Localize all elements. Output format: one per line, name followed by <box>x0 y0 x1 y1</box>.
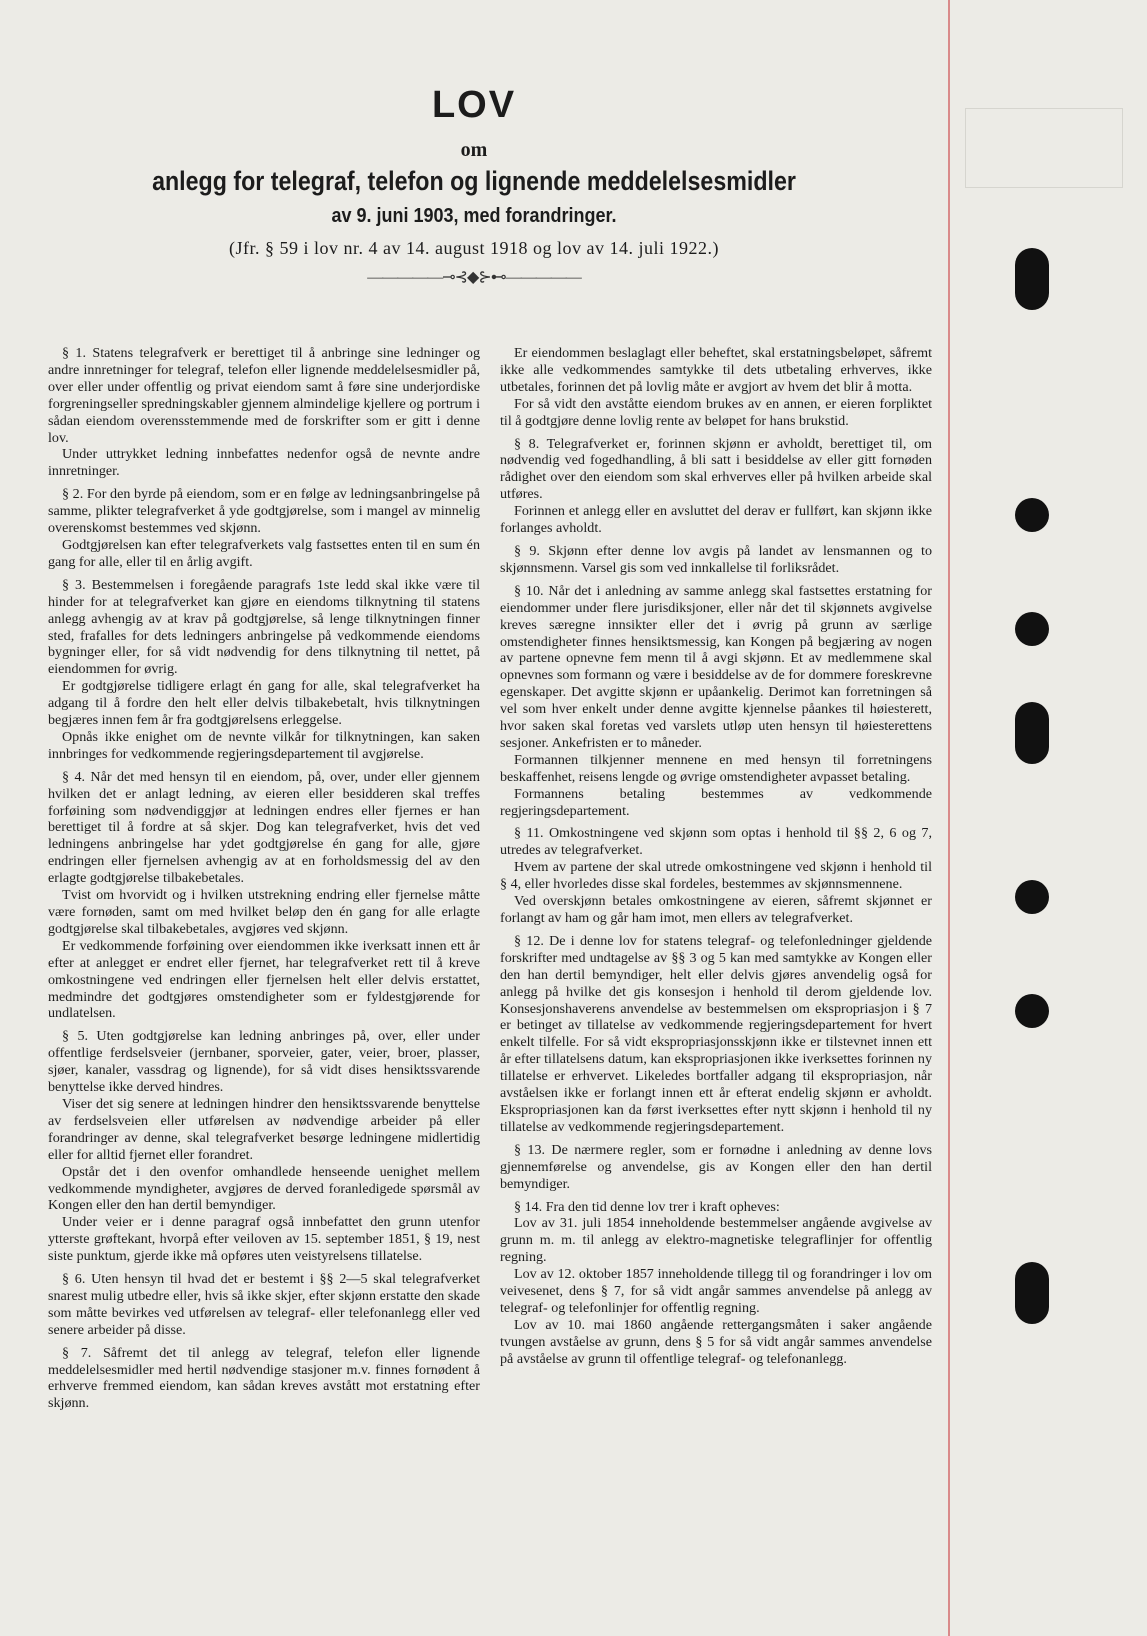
paragraph: § 6. Uten hensyn til hvad det er bestemt i §§ 2—5 skal telegrafverket snarest mulig utbedre eller, hvis så ikke skjer, efter skjønn erstatte den skade som måtte bevirkes ved utførelsen av telegraf- eller telefonanlegg eller ved senere arbeider på disse. <box>48 1271 480 1338</box>
paragraph: For så vidt den avståtte eiendom brukes av en annen, er eieren forpliktet til å godtgjøre denne lovlig rente av beløpet for hans brukstid. <box>500 395 932 429</box>
paragraph: Formannen tilkjenner mennene en med hensyn til forretningens beskaffenhet, reisens lengde og øvrige omstendigheter avpasset betaling. <box>500 751 932 785</box>
paragraph: Lov av 10. mai 1860 angående rettergangsmåten i saker angående tvungen avståelse av grunn, dens § 5 for så vidt angår sammes anvendelse på avståelse av grunn til offentlige telegraf- og telefonanlegg. <box>500 1316 932 1367</box>
paragraph: Viser det sig senere at ledningen hindrer den hensiktssvarende benyttelse av ferdselsveien eller utførelsen av nødvendige arbeider på eller forandringer av denne, skal telegrafverket besørge ledningene midlertidig eller for alltid fjernet eller forandret. <box>48 1095 480 1163</box>
punch-hole <box>1015 702 1049 764</box>
paragraph: § 13. De nærmere regler, som er fornødne i anledning av denne lovs gjennemførelse og anvendelse, gis av Kongen eller den han dertil bemyndiger. <box>500 1141 932 1192</box>
paragraph: § 9. Skjønn efter denne lov avgis på landet av lensmannen og to skjønnsmenn. Varsel gis som ved innkallelse til forliksrådet. <box>500 542 932 576</box>
paragraph: Under uttrykket ledning innbefattes nedenfor også de nevnte andre innretninger. <box>48 446 480 480</box>
paragraph: § 5. Uten godtgjørelse kan ledning anbringes på, over, eller under offentlige ferdselsveier (jernbaner, sporveier, gater, veier, broer, plasser, sjøer, kanaler, vassdrag og lignende), for så vidt dises hensiktssvarende benyttelse ikke derved hindres. <box>48 1028 480 1096</box>
law-om: om <box>460 139 488 161</box>
divider-ornament: —————⊸⊰◆⊱⊷————— <box>367 269 581 286</box>
paragraph: § 3. Bestemmelsen i foregående paragrafs 1ste ledd skal ikke være til hinder for at telegrafverket kan gjøre en eiendoms tilknytning til statens anlegg avhengig av at krav på godtgjørelse, så lenge tilknytningen finner sted, frafalles for dets ledningers anbringelse på vedkommende eiendoms bygninger eller, for så vidt nødvendig for dens tilknytning til nettet, på eiendommen for øvrig. <box>48 576 480 678</box>
paragraph: § 2. For den byrde på eiendom, som er en følge av ledningsanbringelse på samme, plikter telegrafverket å yde godtgjørelse, som i mangel av minnelig overenskomst bestemmes ved skjønn. <box>48 486 480 537</box>
paragraph: Opnås ikke enighet om de nevnte vilkår for tilknytningen, kan saken innbringes for vedkommende regjeringsdepartement til avgjørelse. <box>48 728 480 762</box>
paragraph: Lov av 12. oktober 1857 inneholdende tillegg til og forandringer i lov om veivesenet, dens § 7, for så vidt angår sammes anvendelse på anlegg av telegraf- og telefonlinjer for offentlig regning. <box>500 1266 932 1316</box>
paragraph: Ved overskjønn betales omkostningene av eieren, såfremt skjønnet er forlangt av ham og går ham imot, men ellers av telegrafverket. <box>500 893 932 926</box>
paragraph: Under veier er i denne paragraf også innbefattet den grunn utenfor ytterste grøftekant, hvorpå efter veiloven av 15. september 1851, § 19, nest siste punktum, gjerde ikke må opføres uten veistyrelsens tillatelse. <box>48 1214 480 1265</box>
paragraph: § 7. Såfremt det til anlegg av telegraf, telefon eller lignende meddelelsesmidler med hertil nødvendige stasjoner m.v. finnes fornødent å erhverve fremmed eiendom, kan sådan kreves avstått mot erstatning efter skjønn. <box>48 1344 480 1412</box>
law-title: LOV <box>431 84 517 126</box>
law-reference: (Jfr. § 59 i lov nr. 4 av 14. august 1918 og lov av 14. juli 1922.) <box>229 238 719 258</box>
paragraph: § 11. Omkostningene ved skjønn som optas i henhold til §§ 2, 6 og 7, utredes av telegrafverket. <box>500 825 932 859</box>
paragraph: Hvem av partene der skal utrede omkostningene ved skjønn i henhold til § 4, eller hvorledes disse skal fordeles, bestemmes av skjønnsmennene. <box>500 859 932 893</box>
document-header <box>0 84 948 287</box>
paragraph: Er vedkommende forføining over eiendommen ikke iverksatt innen ett år efter at anlegget er endret eller fjernet, har telegrafverket rett til å kreve omkostningene ved endringen eller fjernelsen helt eller delvis erstattet, medmindre det godtgjøres omstendigheter som er fyldestgjørende for undlatelsen. <box>48 937 480 1022</box>
paragraph: Tvist om hvorvidt og i hvilken utstrekning endring eller fjernelse måtte være fornøden, samt om med hvilket beløp den én gang for alle erlagte godtgjørelse skal tilbakebetales, avgjøres ved skjønn. <box>48 887 480 937</box>
punch-hole <box>1015 248 1049 310</box>
paragraph: § 1. Statens telegrafverk er berettiget til å anbringe sine ledninger og andre innretninger for telegraf, telefon eller lignende meddelelsesmidler på, over eller under offentlig og privat eiendom samt å føre sine underjordiske forgreningseller spredningskabler gjennem almindelige kjellere og portrum i sådan eiendom overensstemmende med de forskrifter som er gitt i denne lov. <box>48 345 480 446</box>
faded-stamp <box>965 108 1123 188</box>
paragraph: Er eiendommen beslaglagt eller beheftet, skal erstatningsbeløpet, såfremt ikke alle vedkommendes samtykke til dets utbetaling erhverves, ikke utbetales, forinnen det på lovlig måte er avgjort av hvem det blir å motta. <box>500 345 932 395</box>
paragraph: § 10. Når det i anledning av samme anlegg skal fastsettes erstatning for eiendommer under flere jurisdiksjoner, eller når det til skjønnets avgivelse kreves særegne innsikter eller det i øvrig på grunn av særlige omstendigheter finnes hensiktsmessig, kan Kongen på begjæring av nogen av partene opnevne fem menn til å avgi skjønn. Et av medlemmene skal opnevnes som formann og være i besiddelse av de for dommere foreskrevne egenskaper. Det avgitte skjønn er upåankelig. Derimot kan forretningen så vel som hver enkelt under denne avgitte kjennelse påankes til høiesterett, hvor saken skal foretas ved varslets utløp uten hensyn til høiesterettens sesjoner. Ankefristen er to måneder. <box>500 582 932 751</box>
paragraph: Opstår det i den ovenfor omhandlede henseende uenighet mellem vedkommende myndigheter, avgjøres de derved foranledigede spørsmål av Kongen eller den han dertil bemyndiger. <box>48 1163 480 1214</box>
punch-hole <box>1015 994 1049 1028</box>
margin-rule <box>948 0 950 1636</box>
punch-hole <box>1015 612 1049 646</box>
paragraph: § 14. Fra den tid denne lov trer i kraft opheves: <box>514 1198 780 1215</box>
punch-hole <box>1015 880 1049 914</box>
punch-hole <box>1015 498 1049 532</box>
law-subtitle: anlegg for telegraf, telefon og lignende meddelelsesmidler <box>152 166 796 196</box>
paragraph: Lov av 31. juli 1854 inneholdende bestemmelser angående avgivelse av grunn m. m. til anlegg av elektro-magnetiske telegraflinjer for offentlig regning. <box>500 1215 932 1266</box>
paragraph: Formannens betaling bestemmes av vedkommende regjeringsdepartement. <box>500 785 932 819</box>
paragraph: Forinnen et anlegg eller en avsluttet del derav er fullført, kan skjønn ikke forlanges avholdt. <box>500 503 932 537</box>
right-column <box>500 345 932 1368</box>
paragraph: Er godtgjørelse tidligere erlagt én gang for alle, skal telegrafverket ha adgang til å fordre den helt eller delvis tilbakebetalt, hvis tilknytningen begjæres innen fem år fra godtgjørelsens erleggelse. <box>48 678 480 729</box>
paragraph: § 4. Når det med hensyn til en eiendom, på, over, under eller gjennem hvilken det er anlagt ledning, av eieren eller besidderen skal treffes forføining som nødvendiggjør at ledningen endres eller fjernes er han berettiget til å fordre at så skjer. Dog kan telegrafverket, hvis det ved ledningens anbringelse har ydet godtgjørelse én gang for alle, gjøre endringen eller fjernelsen avhengig av at en forholdsmessig del av den erlagte godtgjørelse tilbakebetales. <box>48 768 480 887</box>
paragraph: § 8. Telegrafverket er, forinnen skjønn er avholdt, berettiget til, om nødvendig ved fogedhandling, å bli satt i besiddelse av eller gitt fornøden rådighet over den eiendom som skal erhverves eller på hvilken arbeide skal utføres. <box>500 435 932 503</box>
law-date: av 9. juni 1903, med forandringer. <box>331 205 617 227</box>
left-column <box>48 345 480 1412</box>
paragraph: § 12. De i denne lov for statens telegraf- og telefonledninger gjeldende forskrifter med undtagelse av §§ 3 og 5 kan med samtykke av Kongen eller den han dertil bemyndiger, helt eller delvis gjøres anvendelig også for anlegg på hvilke det gis konsesjon i henhold til derom gjeldende lov. Konsesjonshaverens anvendelse av bestemmelsen om ekspropriasjon i § 7 er betinget av tillatelse av vedkommende regjeringsdepartement for hvert enkelt tilfelle. For så vidt ekspropriasjonsskjønn ikke er tilstevnet innen ett år efter tillatelsens datum, kan ekspropriasjonen ikke iverksettes forinnen ny tillatelse er erhvervet. Likeledes bortfaller adgang til ekspropriasjon, når avståelsen ikke er forlangt innen ett år efterat endelig skjønn er avholdt. Ekspropriasjonen kan da først iverksettes efter nytt skjønn i henhold til ny tillatelse av vedkommende regjeringsdepartement. <box>500 932 932 1135</box>
paragraph: Godtgjørelsen kan efter telegrafverkets valg fastsettes enten til en sum én gang for alle, eller til en årlig avgift. <box>48 536 480 570</box>
punch-hole <box>1015 1262 1049 1324</box>
